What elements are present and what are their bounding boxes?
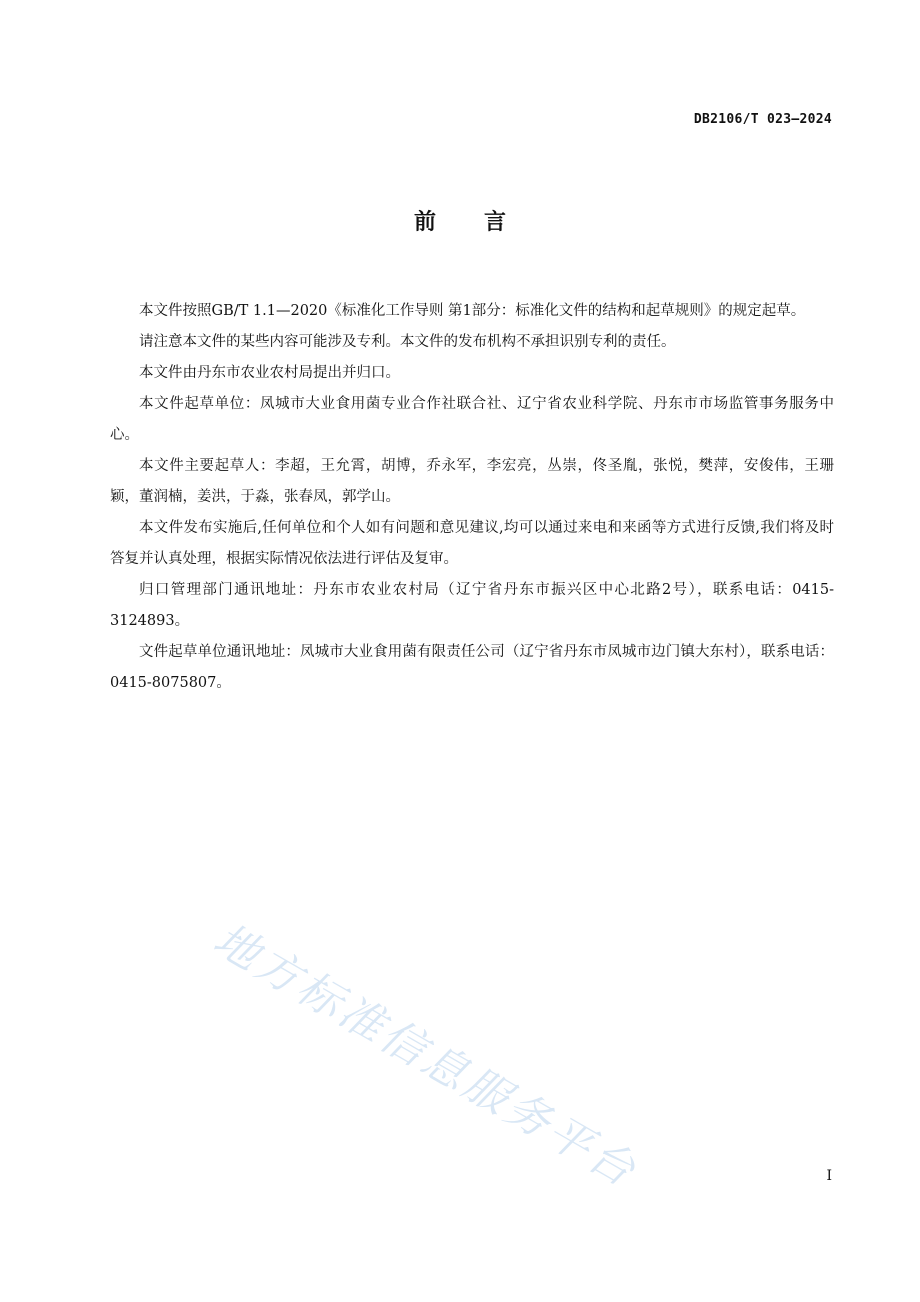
paragraph-drafter-contact: 文件起草单位通讯地址：凤城市大业食用菌有限责任公司（辽宁省丹东市凤城市边门镇大东村），联系电话：0415-8075807。	[110, 644, 834, 691]
paragraph-proposer: 本文件由丹东市农业农村局提出并归口。	[139, 365, 400, 381]
paragraph-drafting-units: 本文件起草单位：凤城市大业食用菌专业合作社联合社、辽宁省农业科学院、丹东市市场监管事务服务中心。	[110, 396, 834, 443]
watermark: 地方标准信息服务平台	[205, 913, 647, 1198]
paragraph-authority-contact: 归口管理部门通讯地址：丹东市农业农村局（辽宁省丹东市振兴区中心北路2号），联系电话：0415-3124893。	[110, 582, 834, 629]
paragraph-drafters: 本文件主要起草人：李超，王允霄，胡博，乔永军，李宏亮，丛崇，佟圣胤，张悦，樊萍，安俊伟，王珊颖，董润楠，姜洪，于淼，张春凤，郭学山。	[110, 458, 834, 505]
paragraph-feedback: 本文件发布实施后,任何单位和个人如有问题和意见建议,均可以通过来电和来函等方式进行反馈,我们将及时答复并认真处理，根据实际情况依法进行评估及复审。	[110, 520, 834, 567]
page-number: I	[826, 1168, 832, 1184]
paragraph-patent-notice: 请注意本文件的某些内容可能涉及专利。本文件的发布机构不承担识别专利的责任。	[139, 334, 676, 350]
preface-body	[110, 296, 834, 699]
page-title: 前言	[413, 210, 554, 235]
document-code: DB2106/T 023—2024	[693, 112, 832, 127]
paragraph-drafting-rules: 本文件按照GB/T 1.1—2020《标准化工作导则 第1部分：标准化文件的结构和起草规则》的规定起草。	[139, 303, 806, 319]
